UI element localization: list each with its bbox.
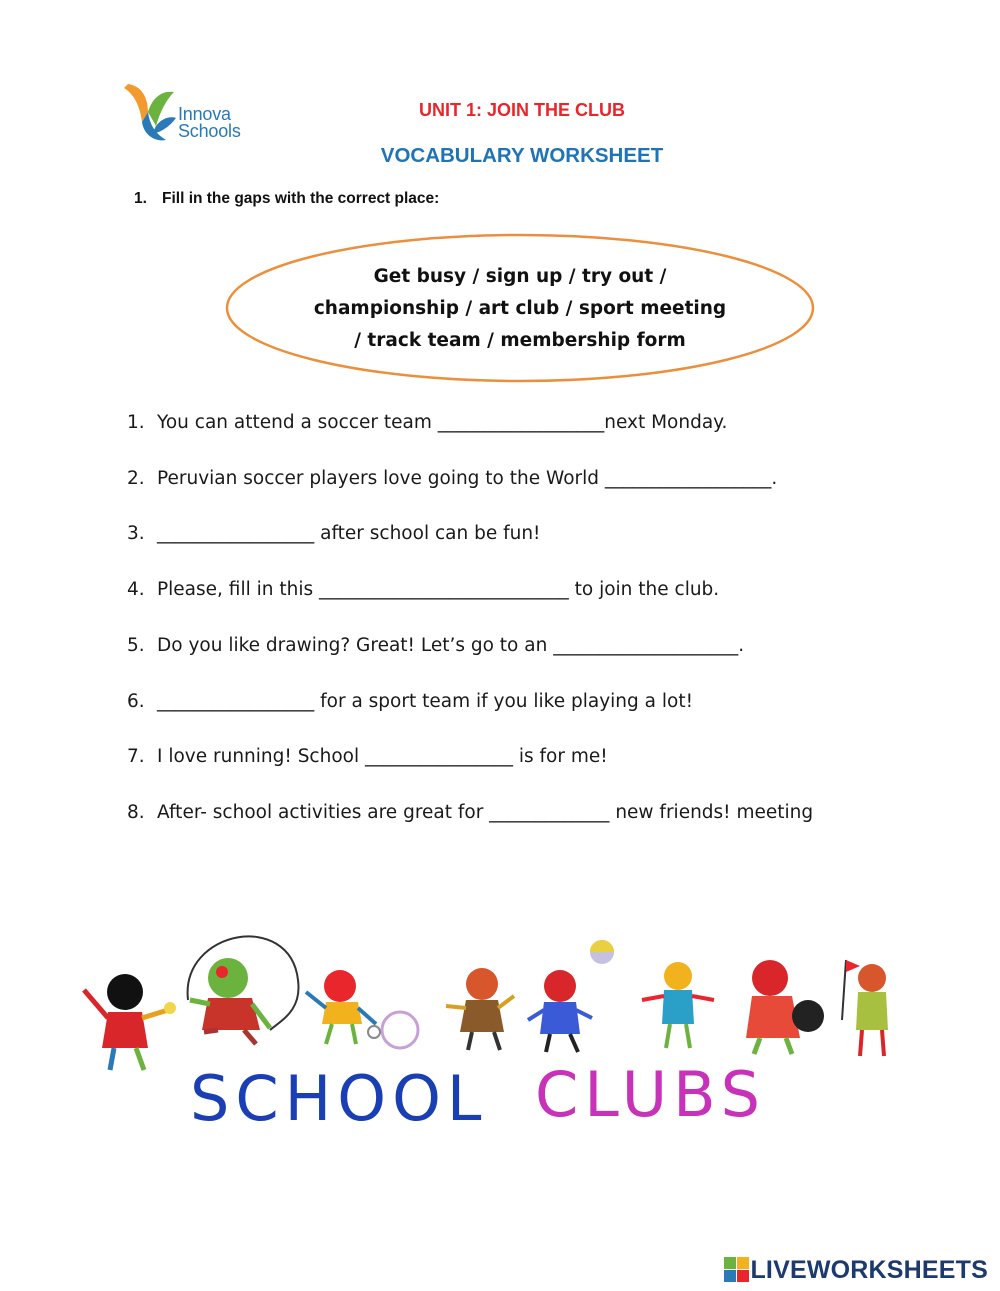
question-number: 3. [127, 523, 145, 544]
question-text: _________________ after school can be fun! [157, 523, 541, 544]
question-3 [127, 523, 540, 544]
question-text: _________________ for a sport team if you like playing a lot! [157, 691, 693, 712]
kid-figure-icon [642, 962, 714, 1048]
kid-figure-icon [746, 960, 824, 1054]
question-number: 6. [127, 691, 145, 712]
liveworksheets-brand [724, 1252, 988, 1288]
question-number: 8. [127, 802, 145, 823]
brand-name: LIVEWORKSHEETS [750, 1255, 988, 1284]
kids-banner [70, 920, 930, 1145]
instruction [134, 190, 439, 208]
worksheet-title: VOCABULARY WORKSHEET [380, 144, 664, 167]
unit-title: UNIT 1: JOIN THE CLUB [418, 100, 625, 120]
word-bank [224, 232, 816, 384]
question-8 [127, 802, 813, 823]
word-bank-line-3: / track team / membership form [354, 330, 686, 351]
logo-line-2: Schools [178, 121, 241, 141]
question-text: After- school activities are great for _____________ new friends! meeting [157, 802, 814, 823]
question-2 [127, 468, 777, 489]
kid-figure-icon [842, 960, 888, 1056]
question-text: I love running! School ________________ is for me! [157, 746, 608, 767]
question-7 [127, 746, 608, 767]
word-bank-line-2: championship / art club / sport meeting [313, 298, 727, 319]
school-clubs-illustration [70, 920, 930, 1145]
instruction-text: Fill in the gaps with the correct place: [162, 190, 440, 207]
question-text: Peruvian soccer players love going to the World __________________. [157, 468, 778, 489]
question-number: 2. [127, 468, 145, 489]
kid-figure-icon [84, 974, 176, 1070]
kid-figure-icon [528, 970, 592, 1052]
question-text: Do you like drawing? Great! Let’s go to an ____________________. [157, 635, 745, 656]
question-5 [127, 635, 744, 656]
question-number: 7. [127, 746, 145, 767]
question-number: 4. [127, 579, 145, 600]
question-number: 5. [127, 635, 145, 656]
question-text: Please, fill in this ___________________________ to join the club. [157, 579, 720, 600]
word-bank-line-1: Get busy / sign up / try out / [373, 266, 667, 287]
kid-jump-rope-icon [188, 936, 299, 1044]
question-text: You can attend a soccer team __________________next Monday. [157, 412, 728, 433]
banner-clubs-text: CLUBS [535, 1058, 766, 1131]
question-number: 1. [127, 412, 145, 433]
question-4 [127, 579, 719, 600]
question-1 [127, 412, 727, 433]
instruction-number: 1. [134, 190, 147, 207]
kid-hoop-icon [306, 970, 418, 1048]
logo-line-1: Innova [178, 104, 231, 124]
question-6 [127, 691, 693, 712]
banner-school-text: SCHOOL [190, 1062, 488, 1135]
kid-figure-icon [446, 968, 514, 1050]
liveworksheets-logo-icon [724, 1257, 750, 1283]
